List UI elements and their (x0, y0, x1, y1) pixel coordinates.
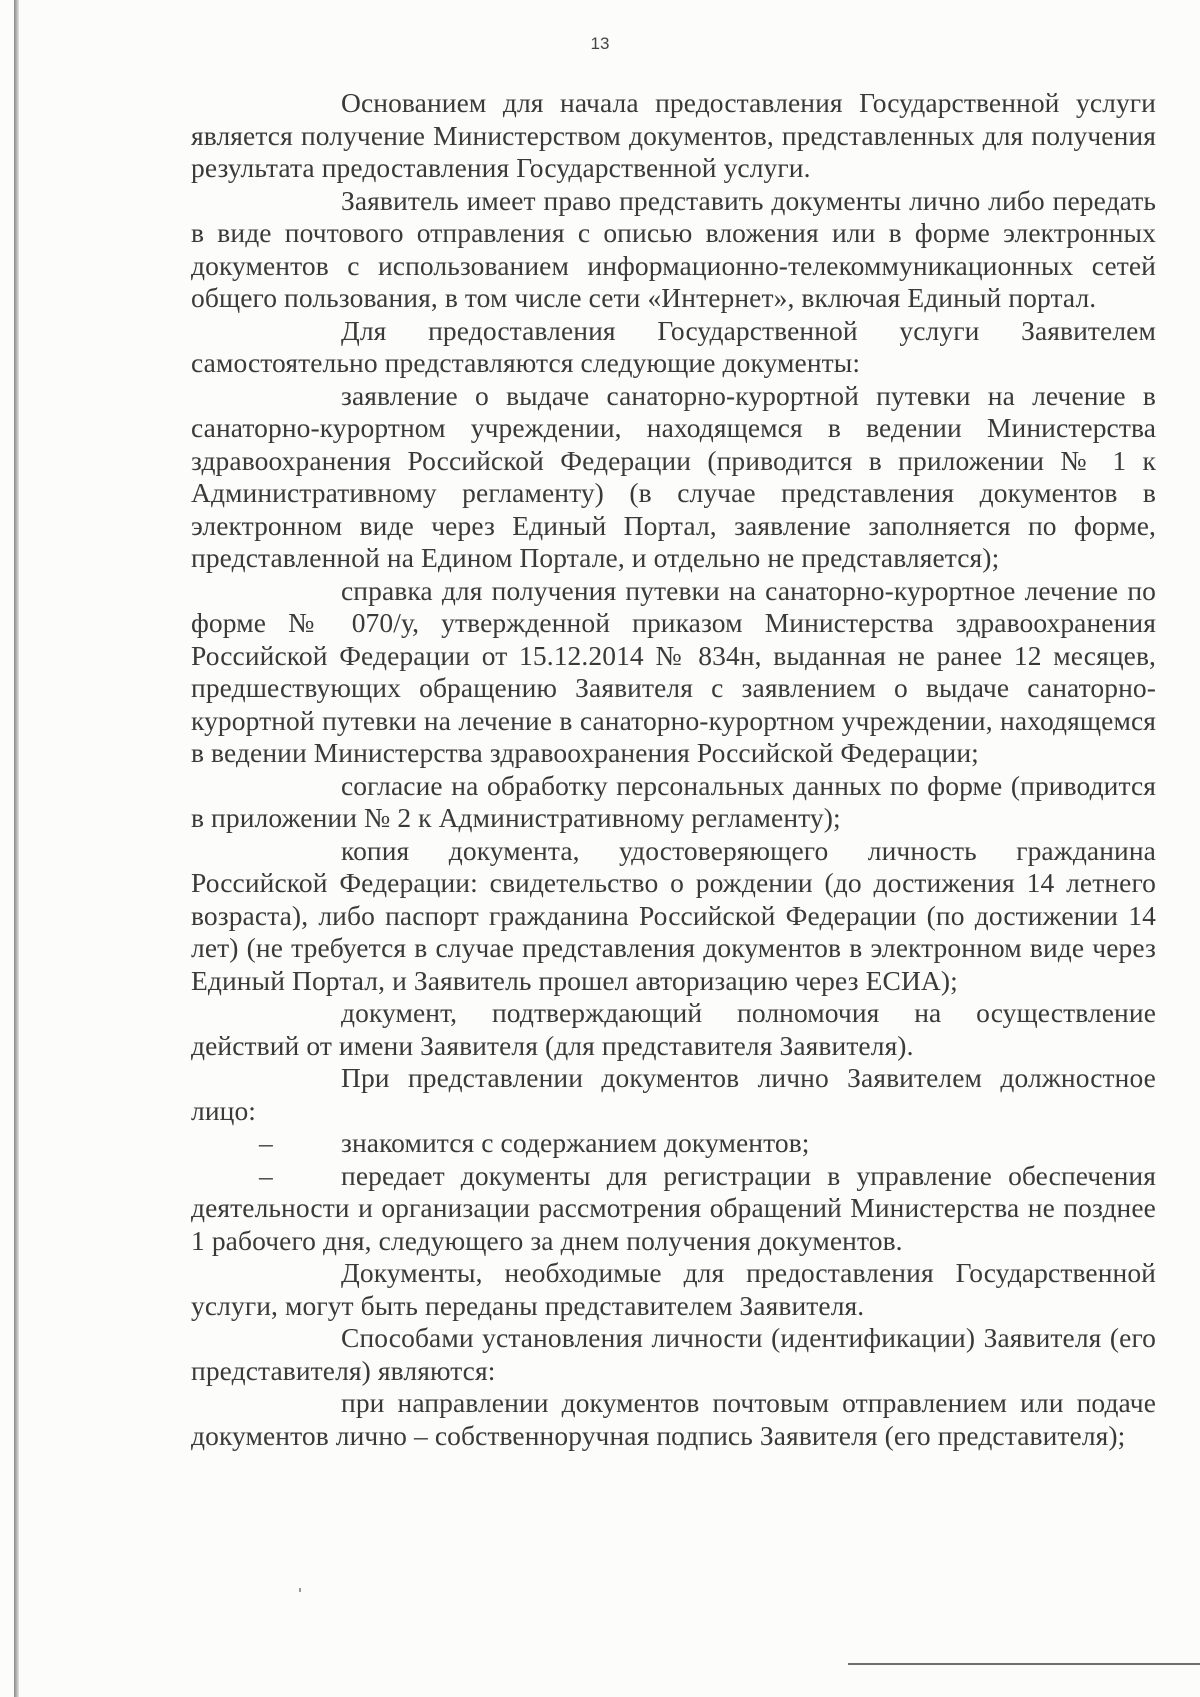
dash-item (191, 1160, 1156, 1258)
paragraph: При представлении документов лично Заявителем должностное лицо: (191, 1062, 1156, 1126)
footnote-rule (848, 1663, 1200, 1665)
paragraph: Документы, необходимые для предоставления Государственной услуги, могут быть переданы представителем Заявителя. (191, 1257, 1156, 1321)
dash-item-text: знакомится с содержанием документов; (341, 1127, 810, 1158)
dash-mark: – (259, 1159, 273, 1191)
list-item: при направлении документов почтовым отправлением или подаче документов лично – собственноручная подпись Заявителя (его представителя); (191, 1387, 1156, 1451)
paragraph: Заявитель имеет право представить документы лично либо передать в виде почтового отправления с описью вложения или в форме электронных документов с использованием информационно-телекоммуникационных сетей общего пользования, в том числе сети «Интернет», включая Единый портал. (191, 184, 1156, 313)
list-item: документ, подтверждающий полномочия на осуществление действий от имени Заявителя (для представителя Заявителя). (191, 997, 1156, 1061)
list-item: согласие на обработку персональных данных по форме (приводится в приложении № 2 к Административному регламенту); (191, 769, 1156, 833)
scan-left-edge (14, 0, 19, 1697)
paragraph: Для предоставления Государственной услуги Заявителем самостоятельно представляются следующие документы: (191, 314, 1156, 378)
list-item: копия документа, удостоверяющего личность гражданина Российской Федерации: свидетельство о рождении (до достижения 14 летнего возраста), либо паспорт гражданина Российской Федерации (по достижении 14 лет) (не требуется в случае представления документов в электронном виде через Единый Портал, и Заявитель прошел авторизацию через ЕСИА); (191, 834, 1156, 996)
list-item: справка для получения путевки на санаторно-курортное лечение по форме № 070/у, утвержденной приказом Министерства здравоохранения Российской Федерации от 15.12.2014 № 834н, выданная не ранее 12 месяцев, предшествующих обращению Заявителя с заявлением о выдаче санаторно-курортной путевки на лечение в санаторно-курортном учреждении, находящемся в ведении Министерства здравоохранения Российской Федерации; (191, 574, 1156, 768)
dash-item (191, 1127, 1156, 1160)
scan-speck (299, 1588, 301, 1592)
document-body (191, 87, 1156, 1452)
list-item: заявление о выдаче санаторно-курортной путевки на лечение в санаторно-курортном учреждении, находящемся в ведении Министерства здравоохранения Российской Федерации (приводится в приложении № 1 к Административному регламенту) (в случае представления документов в электронном виде через Единый Портал, заявление заполняется по форме, представленной на Едином Портале, и отдельно не представляется); (191, 379, 1156, 573)
dash-mark: – (259, 1127, 273, 1158)
paragraph: Основанием для начала предоставления Государственной услуги является получение Министерством документов, представленных для получения результата предоставления Государственной услуги. (191, 87, 1156, 183)
paragraph: Способами установления личности (идентификации) Заявителя (его представителя) являются: (191, 1322, 1156, 1386)
dash-item-text: передает документы для регистрации в управление обеспечения деятельности и организации рассмотрения обращений Министерства не позднее 1 рабочего дня, следующего за днем получения документов. (191, 1159, 1156, 1256)
page-number: 13 (590, 34, 610, 53)
